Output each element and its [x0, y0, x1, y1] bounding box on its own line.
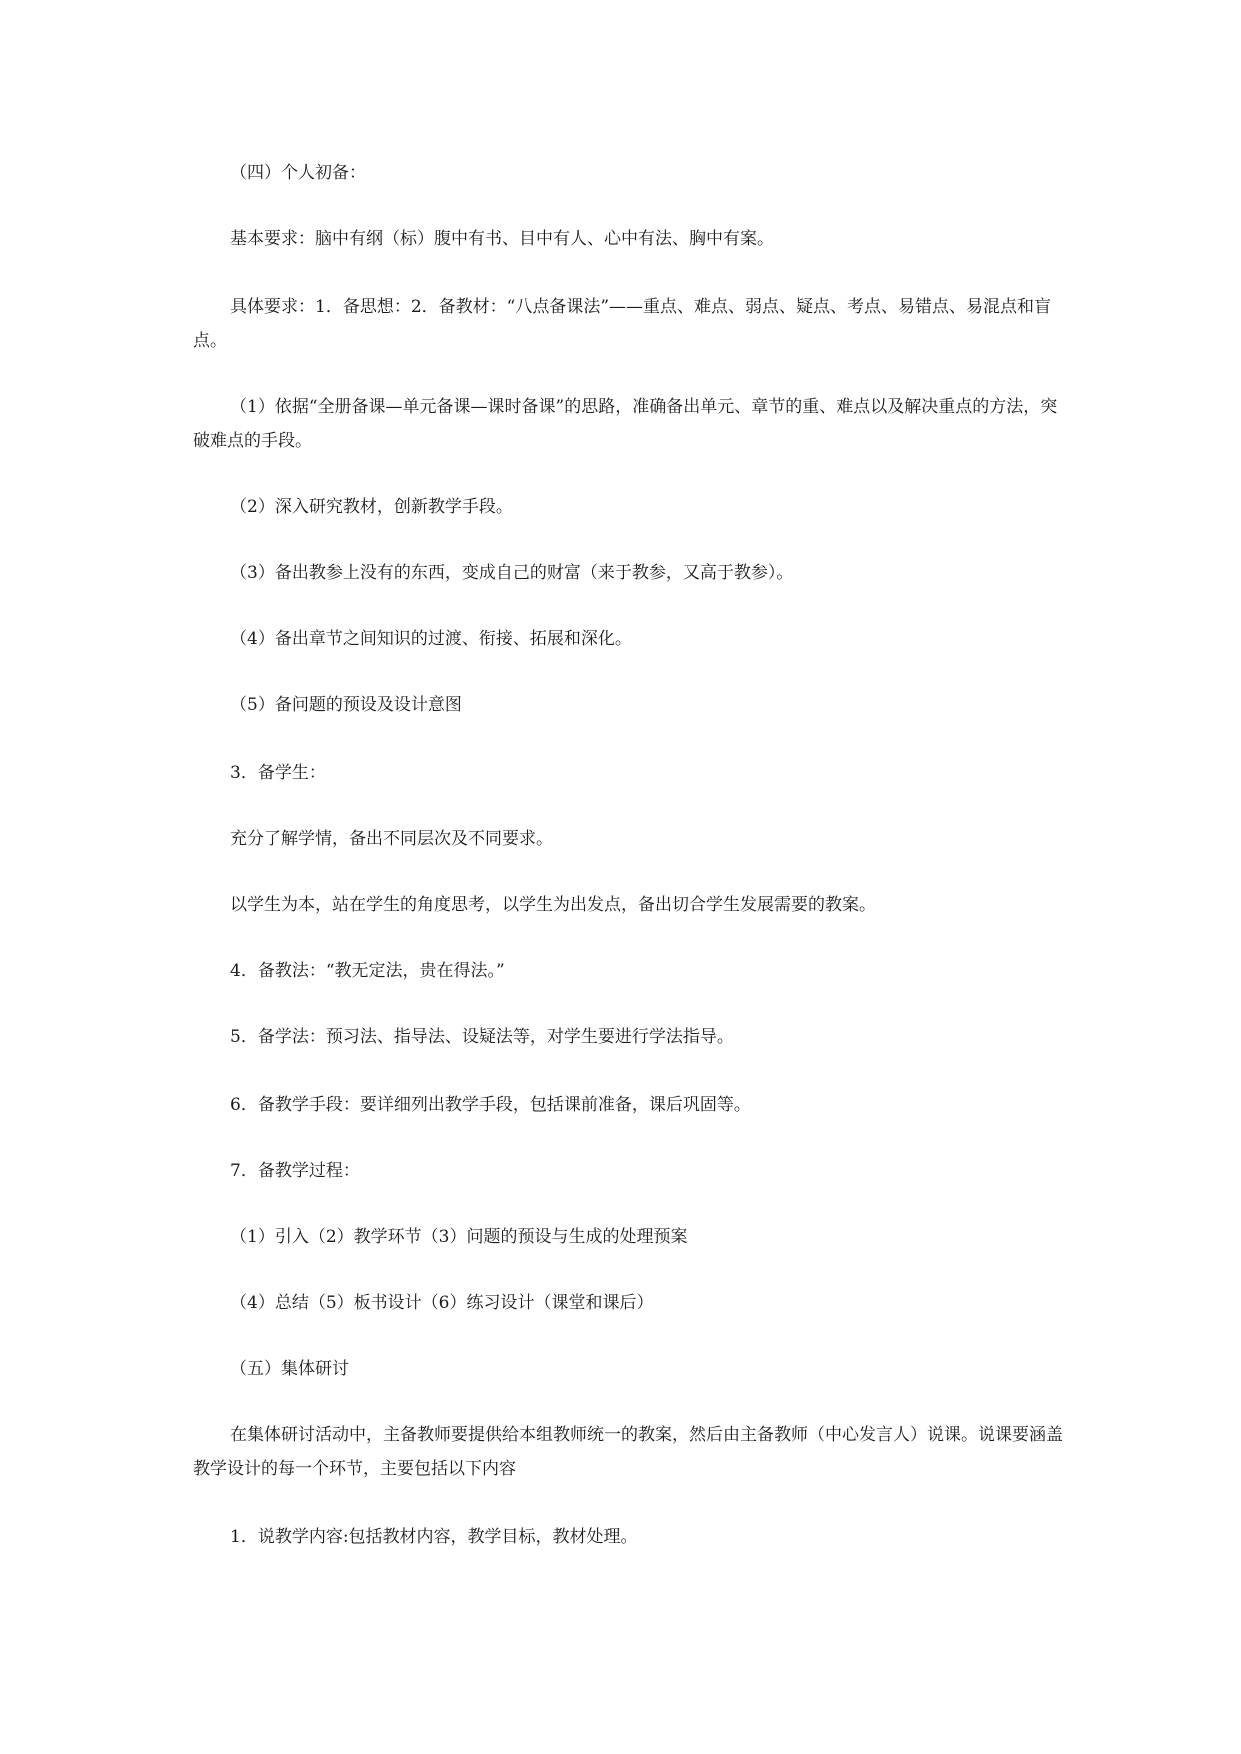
list-item-3-reference: （3）备出教参上没有的东西，变成自己的财富（来于教参，又高于教参）。	[230, 563, 794, 583]
paragraph-student-centered: 以学生为本，站在学生的角度思考，以学生为出发点，备出切合学生发展需要的教案。	[230, 895, 876, 915]
paragraph-teaching-means: 6．备教学手段：要详细列出教学手段，包括课前准备，课后巩固等。	[230, 1095, 751, 1115]
heading-collective-discussion: （五）集体研讨	[230, 1359, 349, 1379]
paragraph-process-steps-1: （1）引入（2）教学环节（3）问题的预设与生成的处理预案	[230, 1227, 688, 1247]
paragraph-teaching-methods: 4．备教法：“教无定法，贵在得法。”	[230, 961, 505, 981]
list-item-4-transition: （4）备出章节之间知识的过渡、衔接、拓展和深化。	[230, 629, 632, 649]
list-item-2-research: （2）深入研究教材，创新教学手段。	[230, 497, 513, 517]
heading-personal-preparation: （四）个人初备：	[230, 163, 366, 183]
paragraph-basic-requirements: 基本要求：脑中有纲（标）腹中有书、目中有人、心中有法、胸中有案。	[230, 229, 774, 249]
heading-prepare-students: 3．备学生：	[230, 763, 326, 783]
list-item-5-questions: （5）备问题的预设及设计意图	[230, 695, 462, 715]
paragraph-collective-discussion: 在集体研讨活动中，主备教师要提供给本组教师统一的教案，然后由主备教师（中心发言人）说课。说课要涵盖教学设计的每一个环节，主要包括以下内容	[193, 1425, 1063, 1479]
paragraph-process-steps-2: （4）总结（5）板书设计（6）练习设计（课堂和课后）	[230, 1293, 654, 1313]
paragraph-teaching-content: 1．说教学内容:包括教材内容，教学目标，教材处理。	[230, 1527, 638, 1547]
paragraph-specific-requirements: 具体要求：1．备思想：2．备教材：“八点备课法”——重点、难点、弱点、疑点、考点、易错点、易混点和盲点。	[193, 297, 1052, 351]
list-item-1-textbook: （1）依据“全册备课—单元备课—课时备课”的思路，准确备出单元、章节的重、难点以及解决重点的方法，突破难点的手段。	[193, 397, 1058, 451]
paragraph-understand-students: 充分了解学情，备出不同层次及不同要求。	[230, 829, 553, 849]
heading-teaching-process: 7．备教学过程：	[230, 1161, 360, 1181]
paragraph-learning-methods: 5．备学法：预习法、指导法、设疑法等，对学生要进行学法指导。	[230, 1027, 734, 1047]
